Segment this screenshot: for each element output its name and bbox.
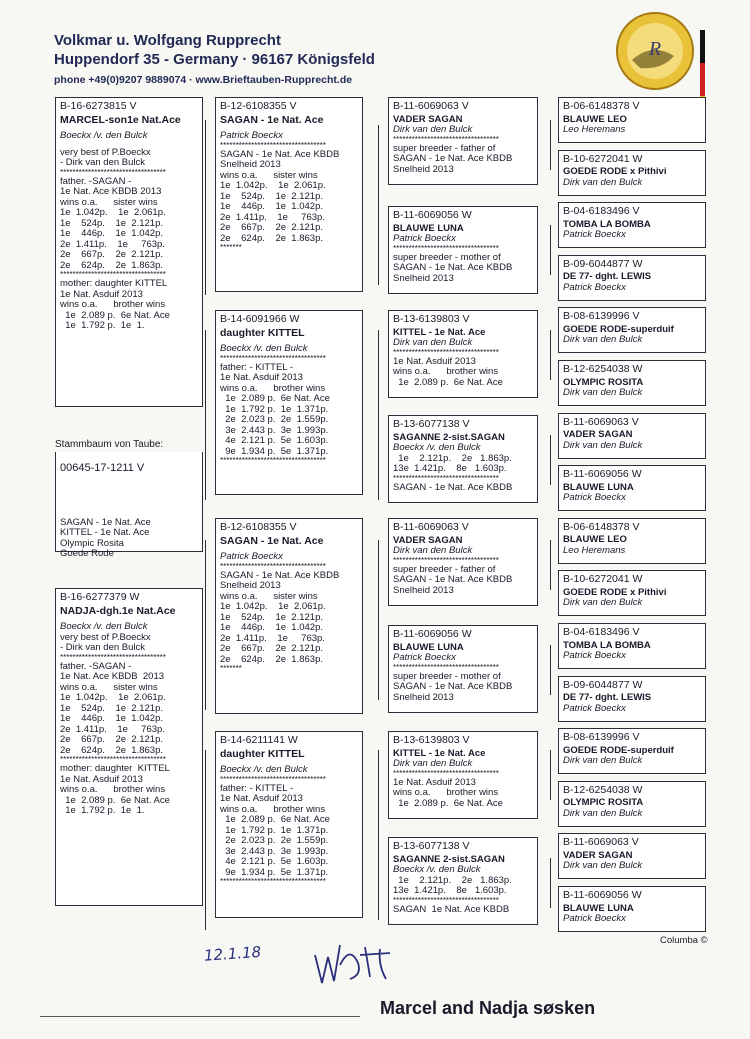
detail-line: Olympic Rosita bbox=[60, 537, 124, 549]
pigeon-name: BLAUWE LUNA bbox=[393, 222, 464, 234]
great-grandparent-card bbox=[388, 731, 538, 819]
detail-line: ********************************** bbox=[393, 134, 499, 144]
ring-number: B-11-6069056 W bbox=[563, 889, 642, 901]
ancestor-card bbox=[558, 360, 706, 406]
pigeon-name: KITTEL - 1e Nat. Ace bbox=[393, 747, 486, 759]
ring-number: B-06-6148378 V bbox=[563, 520, 640, 533]
ring-number: B-16-6277379 W bbox=[60, 591, 140, 603]
breeder: Patrick Boeckx bbox=[563, 913, 626, 924]
breeder: Boeckx /v. den Bulck bbox=[220, 343, 308, 354]
ring-number: B-04-6183496 V bbox=[563, 205, 640, 218]
detail-line: 1e Nat. Asduif 2013 bbox=[393, 776, 476, 788]
detail-line: 2e 624p. 2e 1.863p. bbox=[220, 232, 323, 244]
breeder: Dirk van den Bulck bbox=[393, 337, 473, 348]
detail-line: mother: daughter KITTEL bbox=[60, 763, 170, 774]
pigeon-name: GOEDE RODE-superduif bbox=[563, 323, 674, 335]
subject-ring: 00645-17-1211 V bbox=[60, 462, 145, 474]
pigeon-name: BLAUWE LUNA bbox=[563, 481, 634, 493]
detail-line: 2e 624p. 2e 1.863p. bbox=[220, 653, 323, 665]
detail-line: wins o.a. brother wins bbox=[393, 366, 499, 377]
breeder: Leo Heremans bbox=[563, 544, 626, 556]
great-grandparent-card bbox=[388, 310, 538, 398]
detail-line: ********************************** bbox=[220, 353, 326, 363]
ring-number: B-12-6108355 V bbox=[220, 521, 297, 533]
pigeon-name: BLAUWE LUNA bbox=[563, 902, 634, 914]
ancestor-card bbox=[558, 623, 706, 669]
detail-line: SAGAN - 1e Nat. Ace KBDB bbox=[393, 262, 513, 273]
detail-line: ********************************** bbox=[60, 755, 166, 764]
breeder: Patrick Boeckx bbox=[393, 652, 456, 663]
detail-line: 1e 1.792 p. 1e 1.371p. bbox=[220, 824, 329, 836]
breeder: Dirk van den Bulck bbox=[563, 387, 643, 398]
detail-line: ********************************** bbox=[220, 877, 326, 886]
detail-line: 2e 2.023 p. 2e 1.559p. bbox=[220, 835, 329, 846]
pigeon-name: GOEDE RODE x Pithivi bbox=[563, 166, 667, 178]
breeder: Patrick Boeckx bbox=[563, 229, 626, 241]
breeder: Patrick Boeckx bbox=[563, 650, 626, 661]
ancestor-card bbox=[558, 255, 706, 301]
pigeon-name: BLAUWE LEO bbox=[563, 113, 627, 125]
connector-line bbox=[378, 540, 379, 700]
ring-number: B-11-6069063 V bbox=[393, 100, 469, 112]
ring-number: B-13-6139803 V bbox=[393, 734, 470, 746]
detail-line: ********************************** bbox=[393, 768, 499, 778]
detail-line: 13e 1.421p. 8e 1.603p. bbox=[393, 885, 507, 896]
detail-line: ********************************** bbox=[220, 456, 326, 465]
breeder: Dirk van den Bulck bbox=[563, 807, 643, 819]
detail-line: SAGAN - 1e Nat. Ace KBDB bbox=[220, 569, 340, 581]
detail-line: 1e 2.089 p. 6e Nat. Ace bbox=[393, 376, 503, 388]
connector-line bbox=[550, 858, 551, 908]
pigeon-name: OLYMPIC ROSITA bbox=[563, 376, 644, 388]
ring-number: B-12-6254038 W bbox=[563, 783, 643, 796]
ring-number: B-10-6272041 W bbox=[563, 152, 643, 165]
breeder: Dirk van den Bulck bbox=[563, 439, 643, 451]
connector-line bbox=[550, 225, 551, 275]
pigeon-name: daughter KITTEL bbox=[220, 747, 305, 760]
ancestor-card bbox=[558, 518, 706, 564]
detail-line: 1e Nat. Asduif 2013 bbox=[60, 773, 143, 785]
ring-number: B-12-6254038 W bbox=[563, 363, 643, 375]
ring-number: B-11-6069063 V bbox=[563, 836, 639, 849]
details bbox=[220, 563, 358, 674]
ancestor-card bbox=[558, 833, 706, 879]
detail-line: super breeder - father of bbox=[393, 142, 496, 154]
pigeon-name: SAGANNE 2-sist.SAGAN bbox=[393, 431, 505, 443]
subject-label: Stammbaum von Taube: bbox=[55, 439, 164, 450]
detail-line: 2e 667p. 2e 2.121p. bbox=[220, 643, 323, 654]
detail-line: 1e 1.792 p. 1e 1. bbox=[60, 805, 145, 816]
detail-line: SAGAN - 1e Nat. Ace KBDB bbox=[393, 681, 513, 692]
detail-line: 1e 524p. 1e 2.121p. bbox=[220, 611, 323, 623]
breeder: Dirk van den Bulck bbox=[563, 860, 643, 872]
breeder-name: Volkmar u. Wolfgang Rupprecht bbox=[54, 32, 281, 49]
detail-line: 2e 667p. 2e 2.121p. bbox=[60, 249, 163, 260]
connector-line bbox=[378, 750, 379, 920]
detail-line: 4e 2.121 p. 5e 1.603p. bbox=[220, 435, 329, 446]
connector-line bbox=[205, 120, 206, 295]
ancestor-card bbox=[558, 413, 706, 459]
detail-line: 1e 2.121p. 2e 1.863p. bbox=[393, 874, 512, 886]
detail-line: SAGAN - 1e Nat. Ace KBDB bbox=[393, 574, 513, 585]
detail-line: 1e 2.089 p. 6e Nat. Ace bbox=[60, 794, 170, 806]
breeder: Dirk van den Bulck bbox=[393, 124, 473, 135]
footer-title: Marcel and Nadja søsken bbox=[380, 998, 596, 1018]
detail-line: 2e 1.411p. 1e 763p. bbox=[60, 238, 165, 250]
divider bbox=[40, 1016, 360, 1017]
detail-line: super breeder - mother of bbox=[393, 670, 501, 682]
great-grandparent-card bbox=[388, 415, 538, 503]
pigeon-name: BLAUWE LEO bbox=[563, 534, 627, 546]
grandparent-card bbox=[215, 731, 363, 918]
pigeon-name: VADER SAGAN bbox=[393, 113, 463, 125]
detail-line: ********************************** bbox=[220, 561, 326, 571]
detail-line: KITTEL - 1e Nat. Ace bbox=[60, 527, 150, 538]
connector-line bbox=[550, 645, 551, 695]
subject-card bbox=[55, 452, 203, 559]
detail-line: Goede Rode bbox=[60, 548, 114, 559]
parent-card-mother bbox=[55, 588, 203, 906]
detail-line: - Dirk van den Bulck bbox=[60, 642, 146, 653]
breeder: Patrick Boeckx bbox=[220, 130, 283, 141]
detail-line: Snelheid 2013 bbox=[220, 580, 281, 591]
details bbox=[60, 633, 198, 817]
breeder: Dirk van den Bulck bbox=[563, 597, 643, 609]
breeder: Boeckx /v. den Bulck bbox=[393, 864, 481, 875]
breeder: Boeckx /v. den Bulck bbox=[60, 130, 148, 141]
ancestor-card bbox=[558, 886, 706, 932]
ancestor-card bbox=[558, 97, 706, 143]
ancestor-card bbox=[558, 202, 706, 248]
connector-line bbox=[550, 435, 551, 485]
detail-line: father. -SAGAN - bbox=[60, 660, 132, 672]
breeder: Boeckx /v. den Bulck bbox=[220, 764, 308, 775]
detail-line: ******* bbox=[220, 243, 242, 252]
pigeon-name: TOMBA LA BOMBA bbox=[563, 639, 651, 651]
connector-line bbox=[205, 750, 206, 930]
connector-line bbox=[378, 330, 379, 500]
detail-line: wins o.a. brother wins bbox=[60, 784, 166, 795]
detail-line: 1e 2.089 p. 6e Nat. Ace bbox=[220, 814, 330, 825]
detail-line: 1e 2.089 p. 6e Nat. Ace bbox=[60, 309, 170, 321]
detail-line: ********************************** bbox=[60, 652, 166, 662]
ancestor-card bbox=[558, 781, 706, 827]
grandparent-card bbox=[215, 310, 363, 495]
detail-line: ********************************** bbox=[60, 167, 166, 177]
connector-line bbox=[378, 125, 379, 285]
pigeon-name: BLAUWE LUNA bbox=[393, 641, 464, 653]
detail-line: super breeder - father of bbox=[393, 563, 496, 575]
detail-line: very best of P.Boeckx bbox=[60, 631, 151, 643]
detail-line: Snelheid 2013 bbox=[393, 691, 454, 703]
ring-number: B-12-6108355 V bbox=[220, 100, 297, 112]
detail-line: 2e 624p. 2e 1.863p. bbox=[60, 259, 163, 271]
connector-line bbox=[550, 750, 551, 800]
grandparent-card bbox=[215, 97, 363, 292]
breeder: Patrick Boeckx bbox=[563, 281, 626, 293]
detail-line: ********************************** bbox=[393, 662, 499, 672]
parent-card-father bbox=[55, 97, 203, 407]
detail-line: SAGAN - 1e Nat. Ace bbox=[60, 516, 151, 528]
ring-number: B-14-6091966 W bbox=[220, 313, 300, 325]
handwritten-signature bbox=[200, 935, 410, 995]
detail-line: 1e Nat. Asduif 2013 bbox=[220, 793, 303, 804]
pigeon-name: GOEDE RODE-superduif bbox=[563, 744, 674, 756]
detail-line: 2e 667p. 2e 2.121p. bbox=[220, 222, 323, 233]
detail-line: super breeder - mother of bbox=[393, 251, 501, 263]
breeder-contact: phone +49(0)9207 9889074 · www.Brieftauben-Rupprecht.de bbox=[54, 74, 353, 86]
detail-line: 9e 1.934 p. 5e 1.371p. bbox=[220, 866, 329, 878]
pigeon-name: SAGAN - 1e Nat. Ace bbox=[220, 113, 324, 126]
ring-number: B-06-6148378 V bbox=[563, 100, 640, 112]
ring-number: B-13-6139803 V bbox=[393, 313, 470, 325]
ancestor-card bbox=[558, 676, 706, 722]
ring-number: B-13-6077138 V bbox=[393, 418, 470, 430]
ancestor-card bbox=[558, 570, 706, 616]
detail-line: 2e 1.411p. 1e 763p. bbox=[60, 723, 165, 735]
details bbox=[220, 355, 358, 466]
detail-line: - Dirk van den Bulck bbox=[60, 157, 146, 168]
details bbox=[60, 148, 198, 332]
detail-line: 2e 1.411p. 1e 763p. bbox=[220, 632, 325, 644]
detail-line: 1e 524p. 1e 2.121p. bbox=[60, 702, 163, 714]
great-grandparent-card bbox=[388, 625, 538, 713]
ring-number: B-11-6069063 V bbox=[393, 521, 469, 533]
detail-line: ********************************** bbox=[393, 243, 499, 253]
ring-number: B-11-6069063 V bbox=[563, 415, 639, 428]
pigeon-name: OLYMPIC ROSITA bbox=[563, 797, 644, 809]
detail-line: SAGAN 1e Nat. Ace KBDB bbox=[393, 903, 510, 915]
detail-line: 1e Nat. Asduif 2013 bbox=[60, 288, 143, 300]
detail-line: mother: daughter KITTEL bbox=[60, 278, 168, 289]
detail-line: 1e Nat. Asduif 2013 bbox=[220, 372, 303, 383]
detail-line: 1e 2.121p. 2e 1.863p. bbox=[393, 452, 512, 464]
pigeon-name: VADER SAGAN bbox=[393, 534, 463, 546]
pigeon-name: SAGAN - 1e Nat. Ace bbox=[220, 534, 324, 547]
detail-line: wins o.a. sister wins bbox=[60, 681, 158, 693]
detail-line: 3e 2.443 p. 3e 1.993p. bbox=[220, 424, 329, 436]
pigeon-name: NADJA-dgh.1e Nat.Ace bbox=[60, 604, 176, 617]
pigeon-name: GOEDE RODE x Pithivi bbox=[563, 586, 667, 598]
detail-line: wins o.a. brother wins bbox=[220, 382, 326, 394]
detail-line: ********************************** bbox=[393, 473, 499, 483]
detail-line: wins o.a. brother wins bbox=[220, 803, 326, 815]
detail-line: father. -SAGAN - bbox=[60, 175, 132, 187]
detail-line: 1e Nat. Ace KBDB 2013 bbox=[60, 186, 162, 197]
detail-line: 1e 1.792 p. 1e 1.371p. bbox=[220, 403, 329, 415]
detail-line: SAGAN - 1e Nat. Ace KBDB bbox=[393, 153, 513, 164]
ring-number: B-11-6069056 W bbox=[563, 468, 642, 481]
detail-line: wins o.a. brother wins bbox=[393, 787, 499, 798]
detail-line: wins o.a. sister wins bbox=[220, 590, 318, 602]
breeder: Dirk van den Bulck bbox=[393, 545, 473, 556]
ring-number: B-14-6211141 W bbox=[220, 734, 298, 746]
detail-line: very best of P.Boeckx bbox=[60, 146, 151, 158]
detail-line: 1e 446p. 1e 1.042p. bbox=[60, 713, 163, 724]
ring-number: B-08-6139996 V bbox=[563, 310, 640, 323]
breeder-address: Huppendorf 35 - Germany · 96167 Königsfeld bbox=[54, 51, 375, 68]
ring-number: B-04-6183496 V bbox=[563, 626, 640, 638]
great-grandparent-card bbox=[388, 206, 538, 294]
ring-number: B-11-6069056 W bbox=[393, 628, 472, 640]
ancestor-card bbox=[558, 150, 706, 196]
details bbox=[220, 776, 358, 887]
detail-line: 13e 1.421p. 8e 1.603p. bbox=[393, 463, 507, 474]
detail-line: ********************************** bbox=[220, 774, 326, 784]
breeder: Dirk van den Bulck bbox=[563, 755, 643, 767]
detail-line: 1e 446p. 1e 1.042p. bbox=[60, 228, 163, 239]
detail-line: ******* bbox=[220, 664, 242, 673]
detail-line: 1e 1.042p. 1e 2.061p. bbox=[220, 601, 326, 612]
subject-lines bbox=[60, 518, 198, 560]
breeder: Patrick Boeckx bbox=[393, 233, 456, 244]
detail-line: Snelheid 2013 bbox=[393, 584, 454, 596]
detail-line: father: - KITTEL - bbox=[220, 782, 294, 794]
ring-number: B-11-6069056 W bbox=[393, 209, 472, 221]
connector-line bbox=[205, 330, 206, 500]
detail-line: 1e 446p. 1e 1.042p. bbox=[220, 622, 323, 633]
detail-line: ********************************** bbox=[220, 140, 326, 150]
connector-line bbox=[550, 120, 551, 170]
detail-line: ********************************** bbox=[393, 555, 499, 565]
rupprecht-logo bbox=[612, 8, 698, 94]
detail-line: 2e 624p. 2e 1.863p. bbox=[60, 744, 163, 756]
pigeon-name: VADER SAGAN bbox=[563, 849, 633, 861]
ancestor-card bbox=[558, 307, 706, 353]
detail-line: 1e 1.042p. 1e 2.061p. bbox=[60, 207, 166, 218]
connector-line bbox=[550, 330, 551, 380]
detail-line: 1e Nat. Asduif 2013 bbox=[393, 355, 476, 367]
connector-line bbox=[550, 540, 551, 590]
detail-line: 4e 2.121 p. 5e 1.603p. bbox=[220, 856, 329, 867]
pigeon-name: VADER SAGAN bbox=[563, 429, 633, 441]
detail-line: father: - KITTEL - bbox=[220, 361, 294, 373]
detail-line: 1e 2.089 p. 6e Nat. Ace bbox=[220, 393, 330, 404]
ancestor-card bbox=[558, 465, 706, 511]
ancestor-card bbox=[558, 728, 706, 774]
detail-line: Snelheid 2013 bbox=[393, 163, 454, 175]
great-grandparent-card bbox=[388, 97, 538, 185]
ring-number: B-13-6077138 V bbox=[393, 840, 470, 852]
detail-line: 1e 1.792 p. 1e 1. bbox=[60, 320, 145, 331]
detail-line: 1e 446p. 1e 1.042p. bbox=[220, 201, 323, 212]
detail-line: 2e 2.023 p. 2e 1.559p. bbox=[220, 414, 329, 425]
breeder: Boeckx /v. den Bulck bbox=[393, 442, 481, 453]
breeder: Dirk van den Bulck bbox=[393, 758, 473, 769]
detail-line: ********************************** bbox=[393, 347, 499, 357]
detail-line: wins o.a. sister wins bbox=[60, 196, 158, 208]
detail-line: ********************************** bbox=[60, 270, 166, 279]
detail-line: 2e 1.411p. 1e 763p. bbox=[220, 211, 325, 223]
ring-number: B-09-6044877 W bbox=[563, 678, 643, 691]
detail-line: 1e 1.042p. 1e 2.061p. bbox=[60, 692, 166, 703]
detail-line: 1e 524p. 1e 2.121p. bbox=[220, 190, 323, 202]
breeder: Dirk van den Bulck bbox=[563, 176, 643, 188]
details bbox=[220, 142, 358, 253]
detail-line: 2e 667p. 2e 2.121p. bbox=[60, 734, 163, 745]
detail-line: Snelheid 2013 bbox=[220, 159, 281, 170]
great-grandparent-card bbox=[388, 518, 538, 606]
detail-line: wins o.a. sister wins bbox=[220, 169, 318, 181]
pigeon-name: MARCEL-son1e Nat.Ace bbox=[60, 113, 181, 126]
ring-number: B-08-6139996 V bbox=[563, 731, 640, 744]
pigeon-name: SAGANNE 2-sist.SAGAN bbox=[393, 853, 505, 865]
detail-line: ********************************** bbox=[393, 895, 499, 905]
detail-line: wins o.a. brother wins bbox=[60, 299, 166, 310]
breeder: Patrick Boeckx bbox=[563, 492, 626, 504]
detail-line: Snelheid 2013 bbox=[393, 272, 454, 284]
detail-line: 3e 2.443 p. 3e 1.993p. bbox=[220, 845, 329, 857]
breeder: Patrick Boeckx bbox=[563, 702, 626, 714]
grandparent-card bbox=[215, 518, 363, 714]
breeder: Dirk van den Bulck bbox=[563, 334, 643, 346]
breeder: Leo Heremans bbox=[563, 124, 626, 135]
connector-line bbox=[205, 540, 206, 710]
breeder: Patrick Boeckx bbox=[220, 551, 283, 562]
pigeon-name: daughter KITTEL bbox=[220, 326, 305, 339]
detail-line: 1e 2.089 p. 6e Nat. Ace bbox=[393, 797, 503, 809]
columba-mark: Columba © bbox=[660, 935, 708, 946]
breeder: Boeckx /v. den Bulck bbox=[60, 621, 148, 632]
ring-number: B-10-6272041 W bbox=[563, 573, 643, 586]
detail-line: SAGAN - 1e Nat. Ace KBDB bbox=[393, 481, 513, 493]
pigeon-name: TOMBA LA BOMBA bbox=[563, 218, 651, 230]
great-grandparent-card bbox=[388, 837, 538, 925]
ring-number: B-16-6273815 V bbox=[60, 100, 137, 112]
detail-line: SAGAN - 1e Nat. Ace KBDB bbox=[220, 148, 340, 160]
svg-text:R: R bbox=[648, 38, 662, 60]
pigeon-name: KITTEL - 1e Nat. Ace bbox=[393, 326, 486, 338]
handwritten-date: 12.1.18 bbox=[203, 942, 262, 965]
pigeon-name: DE 77- dght. LEWIS bbox=[563, 692, 652, 704]
ring-number: B-09-6044877 W bbox=[563, 257, 643, 270]
detail-line: 1e Nat. Ace KBDB 2013 bbox=[60, 671, 165, 682]
detail-line: 9e 1.934 p. 5e 1.371p. bbox=[220, 445, 329, 457]
pigeon-name: DE 77- dght. LEWIS bbox=[563, 271, 652, 283]
detail-line: 1e 1.042p. 1e 2.061p. bbox=[220, 180, 326, 191]
detail-line: 1e 524p. 1e 2.121p. bbox=[60, 217, 163, 229]
